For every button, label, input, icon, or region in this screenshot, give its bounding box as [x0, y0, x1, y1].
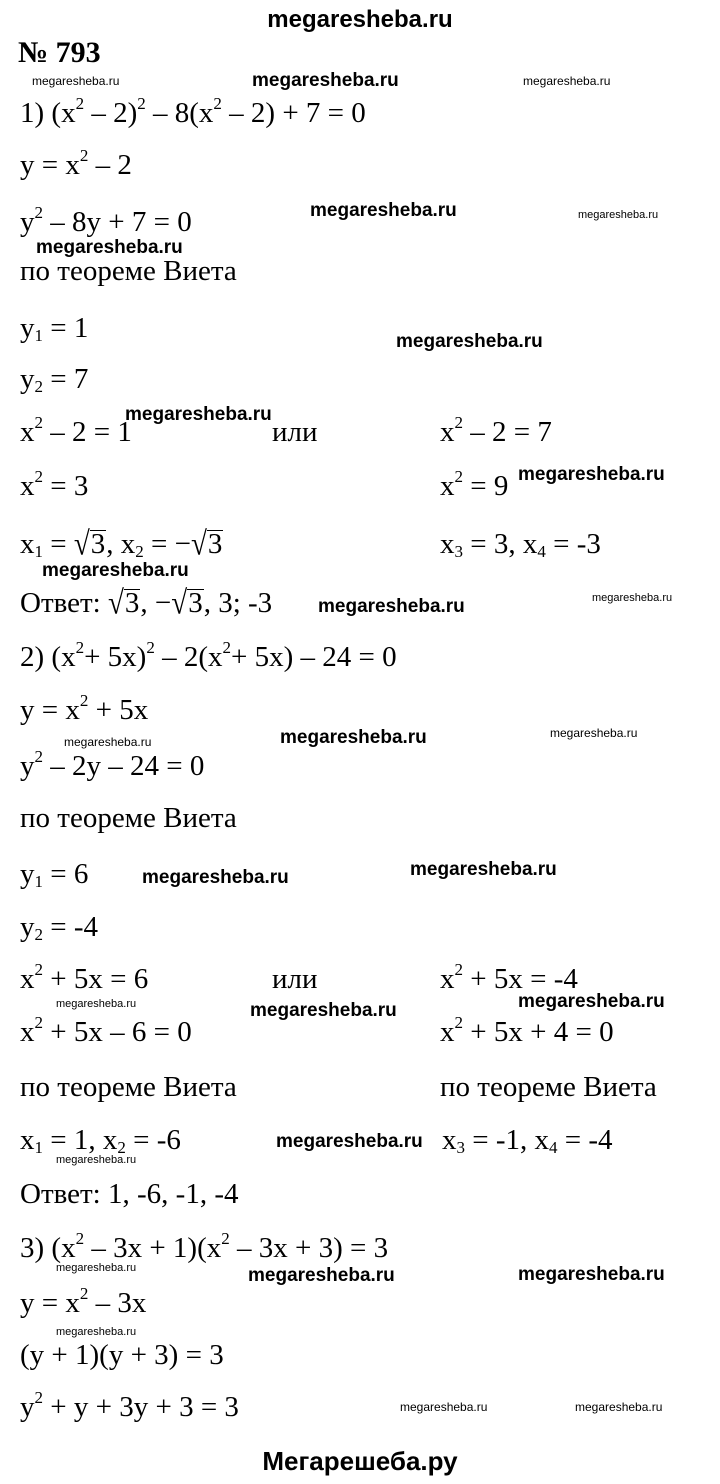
watermark: megaresheba.ru: [396, 331, 543, 352]
site-footer: Мегарешеба.ру: [262, 1446, 458, 1476]
watermark: megaresheba.ru: [248, 1265, 395, 1286]
part1-or: или: [272, 416, 318, 448]
part1-vieta: по теореме Виета: [20, 255, 237, 287]
part3-substitution: $y = x^2 - 3x$: [20, 1284, 147, 1319]
part2-case-right-2: $x^2 + 5x + 4 = 0$: [440, 1013, 614, 1048]
watermark: megaresheba.ru: [56, 998, 137, 1010]
watermark: megaresheba.ru: [250, 1000, 397, 1021]
watermark: megaresheba.ru: [410, 859, 557, 880]
part2-substitution: $y = x^2 + 5x$: [20, 691, 149, 726]
watermark: megaresheba.ru: [252, 70, 399, 91]
part2-answer: Ответ: 1, -6, -1, -4: [20, 1178, 239, 1210]
watermark: megaresheba.ru: [400, 1400, 488, 1414]
watermark: megaresheba.ru: [550, 726, 638, 740]
watermark: megaresheba.ru: [578, 209, 659, 221]
part2-or: или: [272, 963, 318, 995]
watermark: megaresheba.ru: [592, 592, 673, 604]
watermark: megaresheba.ru: [56, 1326, 137, 1338]
watermark: megaresheba.ru: [64, 735, 152, 749]
part3-expanded: $y^2 + y + 3y + 3 = 3$: [20, 1388, 239, 1423]
site-header: megaresheba.ru: [267, 6, 453, 33]
watermark: megaresheba.ru: [310, 200, 457, 221]
part1-case-left-2: $x^2 = 3$: [20, 467, 89, 502]
sqrt-symbol: √3: [191, 525, 223, 563]
sqrt-symbol: √3: [171, 584, 203, 622]
part1-roots-left: $x_1 = √3$, $x_2 = -√3$: [20, 525, 223, 563]
part2-roots-left: $x_1 = 1$, $x_2 = -6$: [20, 1124, 181, 1157]
watermark: megaresheba.ru: [523, 74, 611, 88]
watermark: megaresheba.ru: [518, 991, 665, 1012]
part2-vieta-left: по теореме Виета: [20, 1071, 237, 1103]
part2-case-left-2: $x^2 + 5x - 6 = 0$: [20, 1013, 192, 1048]
sqrt-symbol: √3: [108, 584, 140, 622]
part2-vieta-right: по теореме Виета: [440, 1071, 657, 1103]
watermark: megaresheba.ru: [36, 237, 183, 258]
part2-quadratic: $y^2 - 2y - 24 = 0$: [20, 747, 205, 782]
part3-equation: 3) $(x^2 - 3x + 1)(x^2 - 3x + 3) = 3$: [20, 1229, 389, 1264]
part1-substitution: $y = x^2 - 2$: [20, 146, 132, 181]
part2-case-right-1: $x^2 + 5x = -4$: [440, 960, 578, 995]
watermark: megaresheba.ru: [280, 727, 427, 748]
problem-number: № 793: [18, 36, 101, 69]
watermark: megaresheba.ru: [318, 596, 465, 617]
part1-answer: Ответ: √3, −√3, 3; -3: [20, 584, 273, 622]
part1-y2: $y_2 = 7$: [20, 363, 89, 396]
watermark: megaresheba.ru: [42, 560, 189, 581]
part1-case-right-1: $x^2 - 2 = 7$: [440, 413, 552, 448]
sqrt-symbol: √3: [73, 525, 106, 563]
watermark: megaresheba.ru: [142, 867, 289, 888]
watermark: megaresheba.ru: [32, 74, 120, 88]
watermark: megaresheba.ru: [56, 1262, 137, 1274]
part2-roots-right: $x_3 = -1$, $x_4 = -4$: [442, 1124, 613, 1157]
part1-roots-right: $x_3 = 3$, $x_4 = -3$: [440, 528, 601, 561]
watermark: megaresheba.ru: [518, 1264, 665, 1285]
part1-equation: 1) $(x^2 - 2)^2 - 8(x^2 - 2) + 7 = 0$: [20, 94, 366, 129]
watermark: megaresheba.ru: [56, 1154, 137, 1166]
part2-case-left-1: $x^2 + 5x = 6$: [20, 960, 149, 995]
part2-y1: $y_1 = 6$: [20, 858, 89, 891]
watermark: megaresheba.ru: [125, 404, 272, 425]
part1-quadratic: $y^2 - 8y + 7 = 0$: [20, 203, 192, 238]
part1-y1: $y_1 = 1$: [20, 312, 89, 345]
part1-case-left-1: $x^2 - 2 = 1$: [20, 413, 132, 448]
part1-case-right-2: $x^2 = 9$: [440, 467, 509, 502]
watermark: megaresheba.ru: [575, 1400, 663, 1414]
watermark: megaresheba.ru: [518, 464, 665, 485]
part2-vieta: по теореме Виета: [20, 802, 237, 834]
part2-equation: 2) $(x^2+ 5x)^2 - 2(x^2+ 5x) - 24 = 0$: [20, 638, 397, 673]
part3-product: (y + 1)(y + 3) = 3: [20, 1339, 224, 1371]
watermark: megaresheba.ru: [276, 1131, 423, 1152]
part2-y2: $y_2 = -4$: [20, 911, 99, 944]
